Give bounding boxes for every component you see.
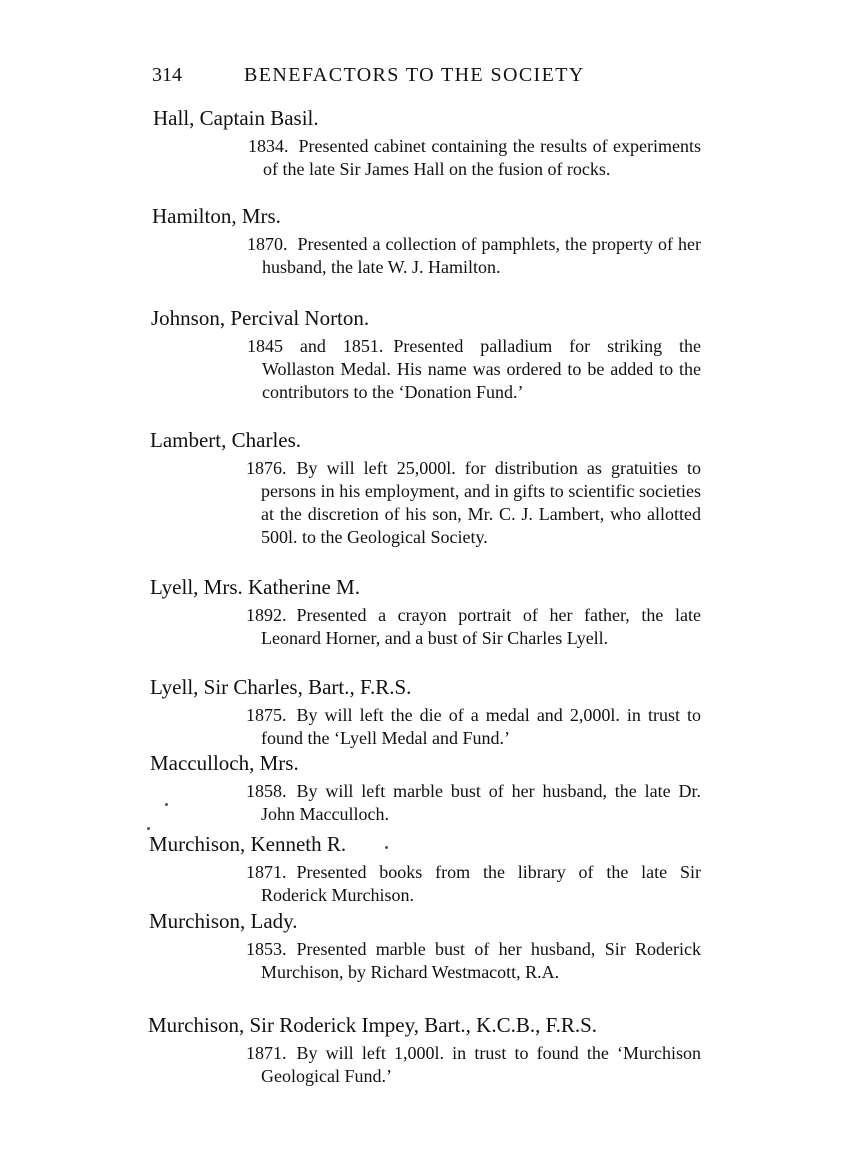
gift-note xyxy=(247,335,701,404)
print-speck xyxy=(165,803,168,806)
entry-macculloch xyxy=(150,751,701,826)
entry-lambert xyxy=(150,428,701,549)
gift-note xyxy=(246,704,701,750)
entry-murchison-lady xyxy=(149,909,701,984)
benefactor-name: Lyell, Mrs. Katherine M. xyxy=(150,575,360,599)
benefactor-name: Lyell, Sir Charles, Bart., F.R.S. xyxy=(150,675,412,699)
gift-description: By will left marble bust of her husband, the late Dr. John Macculloch. xyxy=(261,781,701,824)
entry-johnson xyxy=(151,306,701,404)
gift-description: Presented a collection of pamphlets, the property of her husband, the late W. J. Hamilton. xyxy=(262,234,701,277)
gift-description: By will left the die of a medal and 2,000l. in trust to found the ‘Lyell Medal and Fund.’ xyxy=(261,705,701,748)
benefactor-name: Murchison, Lady. xyxy=(149,909,298,933)
gift-description: Presented cabinet containing the results of experiments of the late Sir James Hall on the fusion of rocks. xyxy=(263,136,701,179)
entry-lyell-charles xyxy=(150,675,701,750)
gift-year: 1892. xyxy=(246,605,287,625)
gift-year: 1871. xyxy=(246,1043,287,1063)
page-number: 314 xyxy=(152,64,182,86)
running-head xyxy=(152,62,712,88)
entry-hamilton xyxy=(152,204,701,279)
gift-year: 1876. xyxy=(246,458,287,478)
gift-description: By will left 25,000l. for distribution as gratuities to persons in his employment, and in gifts to scientific societies at the discretion of his son, Mr. C. J. Lambert, who allotted 500l. to the Geological Society. xyxy=(261,458,701,547)
gift-note xyxy=(246,938,701,984)
benefactor-name: Macculloch, Mrs. xyxy=(150,751,299,775)
benefactor-name: Hamilton, Mrs. xyxy=(152,204,281,228)
gift-note xyxy=(247,233,701,279)
gift-description: Presented palladium for striking the Wollaston Medal. His name was ordered to be added to the contributors to the ‘Donation Fund.’ xyxy=(262,336,701,402)
gift-year: 1853. xyxy=(246,939,287,959)
running-title: BENEFACTORS TO THE SOCIETY xyxy=(244,64,585,86)
print-speck xyxy=(385,846,388,849)
gift-note xyxy=(248,135,701,181)
gift-description: By will left 1,000l. in trust to found the ‘Murchison Geological Fund.’ xyxy=(261,1043,701,1086)
gift-note xyxy=(246,780,701,826)
gift-year: 1845 and 1851. xyxy=(247,336,384,356)
gift-year: 1834. xyxy=(248,136,289,156)
benefactor-name: Murchison, Kenneth R. xyxy=(149,832,347,856)
benefactor-name: Lambert, Charles. xyxy=(150,428,302,452)
benefactor-name: Johnson, Percival Norton. xyxy=(151,306,370,330)
gift-year: 1858. xyxy=(246,781,287,801)
gift-year: 1875. xyxy=(246,705,287,725)
entry-hall xyxy=(153,106,701,181)
gift-description: Presented books from the library of the late Sir Roderick Murchison. xyxy=(261,862,701,905)
benefactor-name: Hall, Captain Basil. xyxy=(153,106,319,130)
gift-note xyxy=(246,604,701,650)
entry-murchison-roderick xyxy=(148,1013,701,1088)
gift-year: 1870. xyxy=(247,234,288,254)
benefactor-name: Murchison, Sir Roderick Impey, Bart., K.C.B., F.R.S. xyxy=(148,1013,598,1037)
gift-year: 1871. xyxy=(246,862,287,882)
gift-note xyxy=(246,1042,701,1088)
gift-note xyxy=(246,457,701,549)
entry-lyell-katherine xyxy=(150,575,701,650)
gift-note xyxy=(246,861,701,907)
gift-description: Presented a crayon portrait of her father, the late Leonard Horner, and a bust of Sir Charles Lyell. xyxy=(261,605,701,648)
gift-description: Presented marble bust of her husband, Sir Roderick Murchison, by Richard Westmacott, R.A. xyxy=(261,939,701,982)
entry-murchison-kenneth xyxy=(149,832,701,907)
print-speck xyxy=(147,827,150,830)
